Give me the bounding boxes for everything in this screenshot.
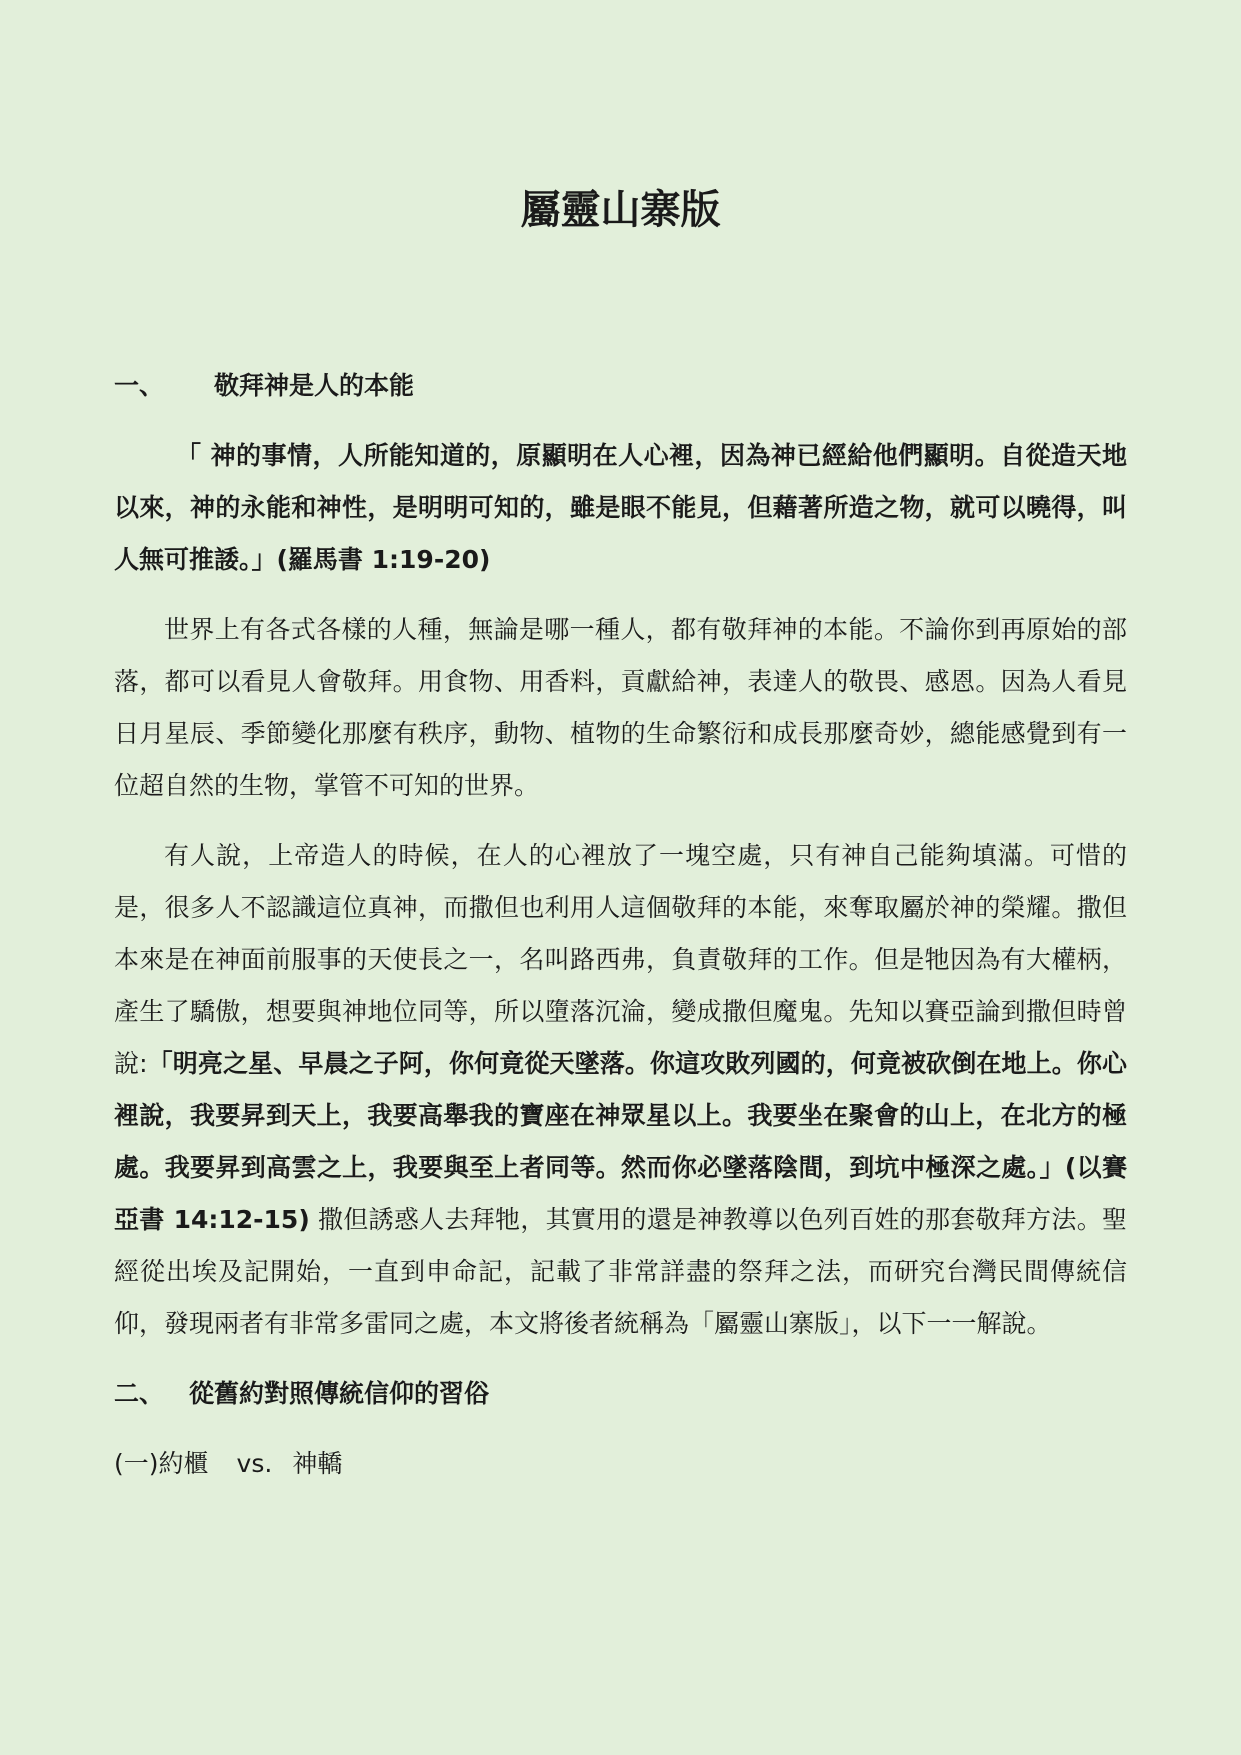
document-body (114, 360, 1127, 1490)
scripture-quote-isaiah: 「明亮之星、早晨之子阿，你何竟從天墜落。你這攻敗列國的，何竟被砍倒在地上。你心裡說，我要昇到天上，我要高舉我的寶座在神眾星以上。我要坐在聚會的山上，在北方的極處。我要昇到高雲之上，我要與至上者同等。然而你必墜落陰間，到坑中極深之處。」(以賽亞書 14:12-15) (114, 1049, 1127, 1234)
subsection-number: (一) (114, 1449, 159, 1478)
paragraph-1: 世界上有各式各樣的人種，無論是哪一種人，都有敬拜神的本能。不論你到再原始的部落，都可以看見人會敬拜。用食物、用香料，貢獻給神，表達人的敬畏、感恩。因為人看見日月星辰、季節變化那麼有秩序，動物、植物的生命繁衍和成長那麼奇妙，總能感覺到有一位超自然的生物，掌管不可知的世界。 (114, 615, 1127, 800)
section-heading-text: 從舊約對照傳統信仰的習俗 (189, 1379, 490, 1408)
section-heading-1 (114, 360, 1127, 412)
section-number: 一、 (114, 371, 165, 400)
subsection-heading-1 (114, 1438, 1127, 1490)
section-heading-text: 敬拜神是人的本能 (214, 371, 415, 400)
section-heading-2 (114, 1368, 1127, 1420)
page-title: 屬靈山寨版 (520, 187, 721, 233)
subsection-vs: vs. (236, 1449, 273, 1478)
paragraph-2-intro: 有人說，上帝造人的時候，在人的心裡放了一塊空處，只有神自己能夠填滿。可惜的是，很多人不認識這位真神，而撒但也利用人這個敬拜的本能，來奪取屬於神的榮耀。撒但本來是在神面前服事的天使長之一，名叫路西弗，負責敬拜的工作。但是牠因為有大權柄，產生了驕傲，想要與神地位同等，所以墮落沉淪，變成撒但魔鬼。先知以賽亞論到撒但時曾說: (114, 841, 1127, 1078)
paragraph-2-rest: 撒但誘惑人去拜牠，其實用的還是神教導以色列百姓的那套敬拜方法。聖經從出埃及記開始，一直到申命記，記載了非常詳盡的祭拜之法，而研究台灣民間傳統信仰，發現兩者有非常多雷同之處，本文將後者統稱為「屬靈山寨版」，以下一一解說。 (114, 1205, 1127, 1338)
subsection-right-term: 神轎 (292, 1449, 343, 1478)
section-number: 二、 (114, 1379, 165, 1408)
scripture-quote-romans: 「 神的事情，人所能知道的，原顯明在人心裡，因為神已經給他們顯明。自從造天地以來，神的永能和神性，是明明可知的，雖是眼不能見，但藉著所造之物，就可以曉得，叫人無可推諉。」(羅馬書 1:19-20) (114, 441, 1127, 574)
subsection-left-term: 約櫃 (158, 1449, 209, 1478)
paragraph-2 (114, 830, 1127, 1350)
